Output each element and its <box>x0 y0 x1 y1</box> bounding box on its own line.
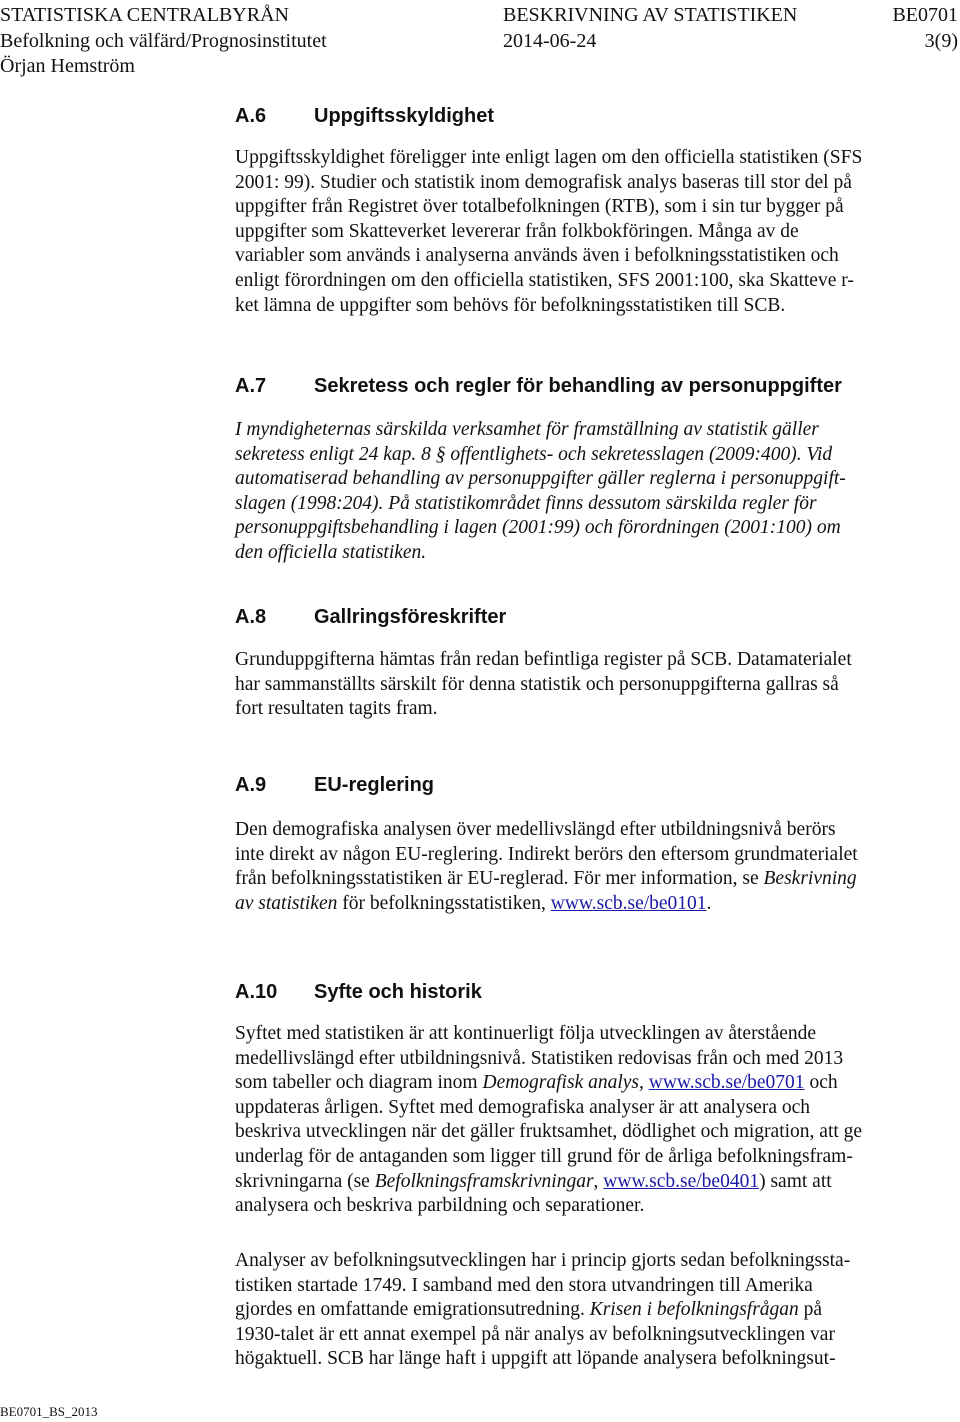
text-run: , <box>593 1170 604 1192</box>
section-number: A.10 <box>235 981 278 1003</box>
section-title: EU-reglering <box>314 774 435 796</box>
text-line <box>235 892 950 917</box>
section-title: Gallringsföreskrifter <box>314 606 507 628</box>
link-be0401[interactable]: www.scb.se/be0401 <box>603 1170 760 1192</box>
link-be0101[interactable]: www.scb.se/be0101 <box>550 892 707 914</box>
text-line: variabler som används i analyserna används även i befolkningsstatistiken och <box>235 245 839 267</box>
text-line: tistiken startade 1749. I samband med den stora utvandringen till Amerika <box>235 1274 813 1296</box>
section-title: Syfte och historik <box>314 981 482 1003</box>
text-line: beskriva utvecklingen när det gäller fruktsamhet, dödlighet och migration, att ge <box>235 1121 863 1143</box>
text-line <box>235 1170 950 1195</box>
section-number: A.8 <box>235 606 267 628</box>
text-run-italic: Befolkningsframskrivningar <box>374 1170 594 1192</box>
section-a8-body <box>235 648 950 722</box>
text-line <box>235 1298 950 1323</box>
text-line: underlag för de antaganden som ligger till grund för de årliga befolkningsfram- <box>235 1145 853 1167</box>
text-run: för befolkningsstatistiken, <box>337 892 551 914</box>
header-doc-code: BE0701 <box>892 4 958 26</box>
text-run: ) samt att <box>759 1170 832 1192</box>
text-run: och <box>804 1072 838 1094</box>
section-heading-a7 <box>235 374 842 398</box>
section-heading-a6 <box>235 104 494 128</box>
text-run-italic: Beskrivning <box>763 868 857 890</box>
section-title: Sekretess och regler för behandling av personuppgifter <box>314 375 842 397</box>
text-line: enligt förordningen om den officiella statistiken, SFS 2001:100, ska Skatteve r- <box>235 269 854 291</box>
text-run: . <box>706 892 712 914</box>
text-line: 1930-talet är ett annat exempel på när analys av befolkningsutvecklingen var <box>235 1323 835 1345</box>
text-line <box>235 867 950 892</box>
section-a10-body-2 <box>235 1249 950 1372</box>
header-department: Befolkning och välfärd/Prognosinstitutet <box>0 30 327 52</box>
text-line: analysera och beskriva parbildning och separationer. <box>235 1195 645 1217</box>
section-a6-body <box>235 146 950 318</box>
header-date: 2014-06-24 <box>503 30 597 52</box>
footer-doc-id: BE0701_BS_2013 <box>0 1404 98 1419</box>
text-line: uppdateras årligen. Syftet med demografiska analyser är att analysera och <box>235 1096 811 1118</box>
header-page-number: 3(9) <box>924 30 958 52</box>
header-author: Örjan Hemström <box>0 55 135 77</box>
section-heading-a9 <box>235 773 434 797</box>
text-run: gjordes en omfattande emigrationsutredning. <box>235 1299 590 1321</box>
text-run-italic: av statistiken <box>235 892 338 914</box>
text-line: fort resultaten tagits fram. <box>235 698 438 720</box>
text-line: högaktuell. SCB har länge haft i uppgift att löpande analysera befolkningsut- <box>235 1348 836 1370</box>
section-a7-body <box>235 418 950 566</box>
text-line: ket lämna de uppgifter som behövs för befolkningsstatistiken till SCB. <box>235 294 786 316</box>
text-line: automatiserad behandling av personuppgifter gäller reglerna i personuppgift- <box>235 468 846 490</box>
text-line: har sammanställts särskilt för denna statistik och personuppgifterna gallras så <box>235 673 839 695</box>
section-title: Uppgiftsskyldighet <box>314 105 495 127</box>
section-a9-body <box>235 818 950 916</box>
text-line: personuppgiftsbehandling i lagen (2001:99) och förordningen (2001:100) om <box>235 517 841 539</box>
text-line: Den demografiska analysen över medellivslängd efter utbildningsnivå berörs <box>235 819 836 840</box>
text-run-italic: Krisen i befolkningsfrågan <box>589 1299 799 1321</box>
text-line: slagen (1998:204). På statistikområdet finns dessutom särskilda regler för <box>235 492 817 514</box>
section-heading-a10 <box>235 980 482 1004</box>
text-line <box>235 1071 950 1096</box>
section-a10-body-1 <box>235 1022 950 1219</box>
header-org: STATISTISKA CENTRALBYRÅN <box>0 4 289 26</box>
section-number: A.9 <box>235 774 267 796</box>
text-line: Analyser av befolkningsutvecklingen har i princip gjorts sedan befolkningssta- <box>235 1250 851 1271</box>
text-line: uppgifter som Skatteverket levererar från folkbokföringen. Många av de <box>235 220 799 242</box>
text-line: sekretess enligt 24 kap. 8 § offentlighets- och sekretesslagen (2009:400). Vid <box>235 443 833 465</box>
text-line: uppgifter från Registret över totalbefolkningen (RTB), som i sin tur bygger på <box>235 196 844 218</box>
text-run: från befolkningsstatistiken är EU-reglerad. För mer information, se <box>235 868 764 890</box>
text-line: Uppgiftsskyldighet föreligger inte enligt lagen om den officiella statistiken (SFS <box>235 147 863 168</box>
section-number: A.7 <box>235 375 267 397</box>
section-number: A.6 <box>235 105 267 127</box>
section-heading-a8 <box>235 605 506 629</box>
text-line: den officiella statistiken. <box>235 541 427 563</box>
text-line: I myndigheternas särskilda verksamhet för framställning av statistik gäller <box>235 419 819 440</box>
text-run: som tabeller och diagram inom <box>235 1072 483 1094</box>
text-line: 2001: 99). Studier och statistik inom demografisk analys baseras till stor del på <box>235 171 852 193</box>
text-run-italic: Demografisk analys, <box>482 1072 644 1094</box>
text-line: Syftet med statistiken är att kontinuerligt följa utvecklingen av återstående <box>235 1023 817 1044</box>
text-line: Grunduppgifterna hämtas från redan befintliga register på SCB. Datamaterialet <box>235 649 852 670</box>
text-line: medellivslängd efter utbildningsnivå. Statistiken redovisas från och med 2013 <box>235 1047 844 1069</box>
text-line: inte direkt av någon EU-reglering. Indirekt berörs den eftersom grundmaterialet <box>235 843 858 865</box>
link-be0701[interactable]: www.scb.se/be0701 <box>648 1072 805 1094</box>
text-run: på <box>798 1299 823 1321</box>
text-run: skrivningarna (se <box>235 1170 375 1192</box>
header-doc-type: BESKRIVNING AV STATISTIKEN <box>503 4 798 26</box>
